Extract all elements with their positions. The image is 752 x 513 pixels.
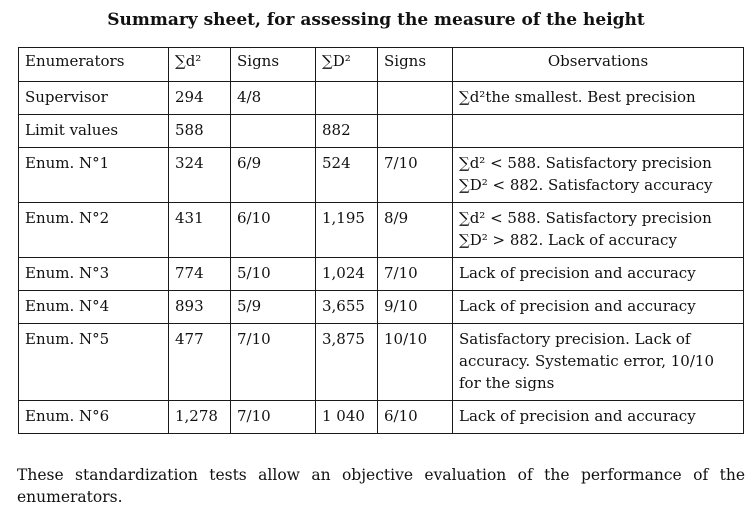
- observation-line: Lack of precision and accuracy: [459, 264, 696, 282]
- sum-D2-cell: 1 040: [316, 401, 378, 434]
- observation-line: Lack of precision and accuracy: [459, 407, 696, 425]
- observation-line: ∑D² > 882. Lack of accuracy: [459, 231, 677, 249]
- observation-line: ∑D² < 882. Satisfactory accuracy: [459, 176, 713, 194]
- observation-cell: [453, 324, 744, 401]
- sum-D2-cell: 1,195: [316, 203, 378, 258]
- sum-D2-cell: [316, 82, 378, 115]
- signs-1-cell: [231, 115, 316, 148]
- header-sum-D2: ∑D²: [316, 48, 378, 82]
- enumerator-cell: Supervisor: [19, 82, 169, 115]
- enumerator-cell: Enum. N°6: [19, 401, 169, 434]
- enumerator-cell: Enum. N°2: [19, 203, 169, 258]
- signs-2-cell: 9/10: [378, 291, 453, 324]
- sum-d2-cell: 774: [169, 258, 231, 291]
- sum-D2-cell: 3,655: [316, 291, 378, 324]
- sum-d2-cell: 893: [169, 291, 231, 324]
- sum-d2-cell: 294: [169, 82, 231, 115]
- table-row: [19, 291, 744, 324]
- enumerator-cell: Enum. N°5: [19, 324, 169, 401]
- table-row: [19, 148, 744, 203]
- observation-line: Satisfactory precision. Lack of: [459, 330, 691, 348]
- observation-line: for the signs: [459, 374, 555, 392]
- observation-cell: [453, 82, 744, 115]
- observation-cell: [453, 258, 744, 291]
- observation-line: Lack of precision and accuracy: [459, 297, 696, 315]
- observation-cell: [453, 203, 744, 258]
- sum-D2-cell: 882: [316, 115, 378, 148]
- observation-cell: [453, 115, 744, 148]
- header-sum-d2: ∑d²: [169, 48, 231, 82]
- table-row: [19, 258, 744, 291]
- footer-note: These standardization tests allow an objective evaluation of the performance of the enumerators.: [17, 466, 745, 506]
- table-row: [19, 82, 744, 115]
- sum-D2-cell: 524: [316, 148, 378, 203]
- observation-cell: [453, 291, 744, 324]
- enumerator-cell: Enum. N°1: [19, 148, 169, 203]
- sheet-title: Summary sheet, for assessing the measure of the height: [107, 10, 645, 30]
- sum-d2-cell: 431: [169, 203, 231, 258]
- sum-d2-cell: 477: [169, 324, 231, 401]
- header-signs-2: Signs: [378, 48, 453, 82]
- table-row: [19, 401, 744, 434]
- enumerator-cell: Enum. N°4: [19, 291, 169, 324]
- signs-1-cell: 5/10: [231, 258, 316, 291]
- observation-cell: [453, 148, 744, 203]
- header-observations: Observations: [453, 48, 744, 82]
- signs-2-cell: 6/10: [378, 401, 453, 434]
- sum-d2-cell: 588: [169, 115, 231, 148]
- header-enumerators: Enumerators: [19, 48, 169, 82]
- signs-1-cell: 6/10: [231, 203, 316, 258]
- summary-table: [18, 47, 744, 434]
- sum-D2-cell: 3,875: [316, 324, 378, 401]
- signs-2-cell: [378, 82, 453, 115]
- signs-1-cell: 7/10: [231, 324, 316, 401]
- enumerator-cell: Limit values: [19, 115, 169, 148]
- signs-2-cell: [378, 115, 453, 148]
- observation-cell: [453, 401, 744, 434]
- sum-d2-cell: 1,278: [169, 401, 231, 434]
- header-signs-1: Signs: [231, 48, 316, 82]
- observation-line: accuracy. Systematic error, 10/10: [459, 352, 714, 370]
- sum-D2-cell: 1,024: [316, 258, 378, 291]
- observation-line: ∑d²the smallest. Best precision: [459, 88, 696, 106]
- enumerator-cell: Enum. N°3: [19, 258, 169, 291]
- signs-2-cell: 7/10: [378, 258, 453, 291]
- table-row: [19, 324, 744, 401]
- signs-2-cell: 8/9: [378, 203, 453, 258]
- table-row: [19, 115, 744, 148]
- signs-2-cell: 10/10: [378, 324, 453, 401]
- signs-1-cell: 6/9: [231, 148, 316, 203]
- table-row: [19, 203, 744, 258]
- signs-1-cell: 7/10: [231, 401, 316, 434]
- signs-2-cell: 7/10: [378, 148, 453, 203]
- observation-line: ∑d² < 588. Satisfactory precision: [459, 209, 712, 227]
- signs-1-cell: 5/9: [231, 291, 316, 324]
- observation-line: ∑d² < 588. Satisfactory precision: [459, 154, 712, 172]
- table-header-row: [19, 48, 744, 82]
- sum-d2-cell: 324: [169, 148, 231, 203]
- signs-1-cell: 4/8: [231, 82, 316, 115]
